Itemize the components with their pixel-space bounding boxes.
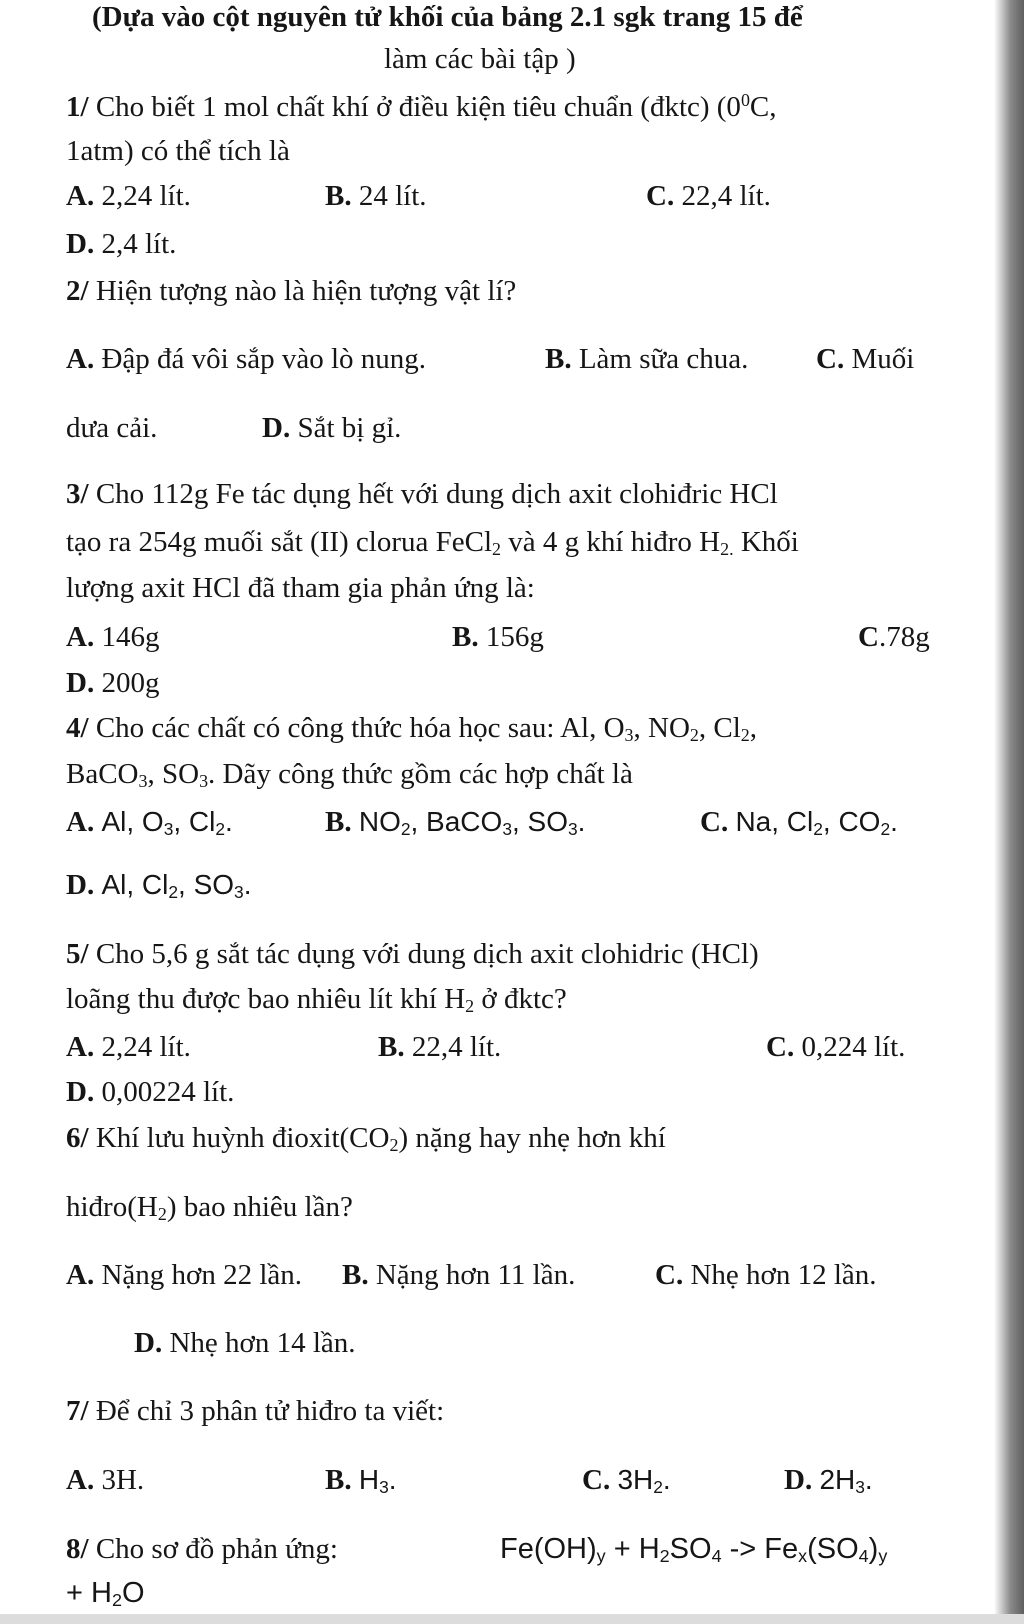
question-3-line-3: lượng axit HCl đã tham gia phản ứng là: <box>66 572 535 604</box>
q5-option-c[interactable]: C. 0,224 lít. <box>766 1031 906 1063</box>
q6-option-a[interactable]: A. Nặng hơn 22 lần. <box>66 1259 303 1291</box>
q7-option-b[interactable]: B. $H_3$. <box>325 1464 397 1497</box>
intro-line-2: làm các bài tập ) <box>384 43 576 75</box>
question-6-line-2: $hiđro(H_2)$ bao nhiêu lần? <box>66 1191 353 1224</box>
q1-option-c[interactable]: C. 22,4 lít. <box>646 180 771 212</box>
question-4: 4/ Cho các chất có công thức hóa học sau: Al, $O_3$, $NO_2$, $Cl_2$, <box>66 712 758 745</box>
question-8: 8/ Cho sơ đồ phản ứng: <box>66 1533 338 1565</box>
q8-equation: $Fe(OH)_y + H_2SO_4 -> Fe_x(SO_4)_y$ <box>500 1533 888 1566</box>
q4-option-b[interactable]: B. $NO_2$, BaCO$_3$, $SO_3$. <box>325 806 586 839</box>
q6-option-c[interactable]: C. Nhẹ hơn 12 lần. <box>655 1259 877 1291</box>
q4-option-a[interactable]: A. Al, $O_3$, $Cl_2$. <box>66 806 233 839</box>
q3-option-b[interactable]: B. 156g <box>452 621 544 653</box>
question-6: 6/ Khí lưu huỳnh $đioxit(CO_2)$ nặng hay nhẹ hơn khí <box>66 1122 666 1155</box>
q6-option-b[interactable]: B. Nặng hơn 11 lần. <box>342 1259 576 1291</box>
q1-option-d[interactable]: D. 2,4 lít. <box>66 228 177 260</box>
intro-line-1: (Dựa vào cột nguyên tử khối của bảng 2.1 sgk trang 15 để <box>92 1 803 33</box>
question-1: 1/ Cho biết 1 mol chất khí ở điều kiện tiêu chuẩn (đktc) ($0^0C$, <box>66 90 777 123</box>
question-4-line-2: BaCO$_3$, $SO_3$. Dãy công thức gồm các hợp chất là <box>66 758 633 791</box>
q2-option-b[interactable]: B. Làm sữa chua. <box>545 343 749 375</box>
q3-option-d[interactable]: D. 200g <box>66 667 160 699</box>
page-bottom-edge <box>0 1614 1024 1624</box>
q1-option-a[interactable]: A. 2,24 lít. <box>66 180 191 212</box>
q4-option-d[interactable]: D. Al, $Cl_2$, $SO_3$. <box>66 869 252 902</box>
q3-option-c[interactable]: C.78g <box>858 621 930 653</box>
q5-option-b[interactable]: B. 22,4 lít. <box>378 1031 502 1063</box>
q2-option-d[interactable]: D. Sắt bị gỉ. <box>262 412 402 444</box>
q7-option-c[interactable]: C. $3H_2$. <box>582 1464 671 1497</box>
q3-option-a[interactable]: A. 146g <box>66 621 160 653</box>
page-edge-shadow <box>994 0 1024 1624</box>
question-1-line-2: 1atm) có thể tích là <box>66 135 290 167</box>
question-2: 2/ Hiện tượng nào là hiện tượng vật lí? <box>66 275 517 307</box>
q2-option-c-continuation: dưa cải. <box>66 412 158 444</box>
question-3-line-2: tạo ra 254g muối sắt (II) clorua FeCl$_2$ và 4 g khí hiđro $H_{2.}$ Khối <box>66 526 799 559</box>
q7-option-d[interactable]: D. $2H_3$. <box>784 1464 873 1497</box>
q5-option-d[interactable]: D. 0,00224 lít. <box>66 1076 235 1108</box>
question-3: 3/ Cho 112g Fe tác dụng hết với dung dịch axit clohiđric HCl <box>66 478 778 510</box>
question-7: 7/ Để chỉ 3 phân tử hiđro ta viết: <box>66 1395 445 1427</box>
question-5-line-2: loãng thu được bao nhiêu lít khí $H_2$ ở đktc? <box>66 983 567 1016</box>
q7-option-a[interactable]: A. 3H. <box>66 1464 145 1496</box>
q2-option-c[interactable]: C. Muối <box>816 343 915 375</box>
q8-equation-line-2: + $H_2O$ <box>66 1577 145 1610</box>
question-5: 5/ Cho 5,6 g sắt tác dụng với dung dịch axit clohidric (HCl) <box>66 938 759 970</box>
q4-option-c[interactable]: C. Na, $Cl_2$, $CO_2$. <box>700 806 898 839</box>
q6-option-d[interactable]: D. Nhẹ hơn 14 lần. <box>134 1327 356 1359</box>
q1-option-b[interactable]: B. 24 lít. <box>325 180 427 212</box>
q2-option-a[interactable]: A. Đập đá vôi sắp vào lò nung. <box>66 343 427 375</box>
q5-option-a[interactable]: A. 2,24 lít. <box>66 1031 191 1063</box>
